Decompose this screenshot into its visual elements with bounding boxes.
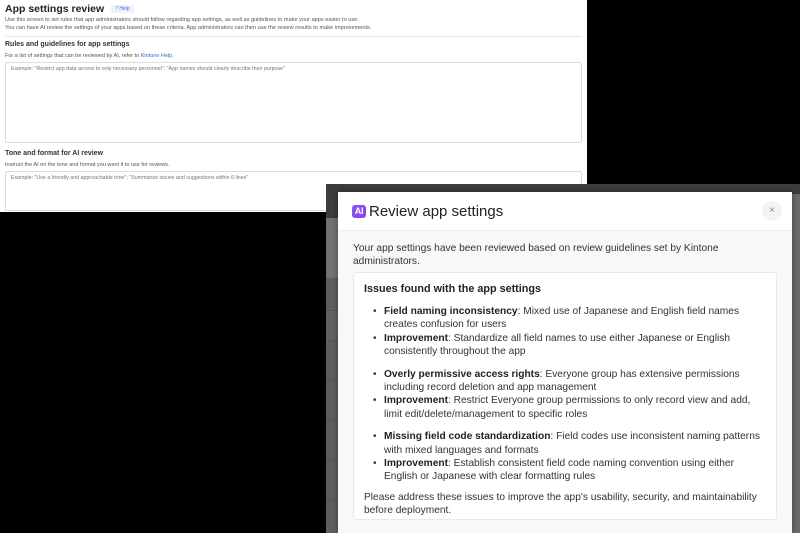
dimmed-sidebar-tab: [326, 310, 338, 340]
issue-item: [364, 305, 766, 332]
page-title: App settings review: [5, 3, 105, 15]
issue-item: [364, 430, 766, 457]
dimmed-sidebar: [326, 218, 338, 278]
dialog-title: Review app settings: [369, 202, 504, 220]
dimmed-right-edge: [792, 194, 800, 533]
kintone-help-link[interactable]: Kintone Help: [140, 53, 173, 59]
improvement-text: : Establish consistent field code naming convention using either English or Japanese with clear formatting rules: [384, 458, 734, 483]
review-app-settings-dialog: [338, 192, 792, 533]
dialog-body: [338, 231, 792, 520]
description-line-2: You can have AI review the settings of your apps based on these criteria. App administrators can then use the review results to make improvements.: [5, 25, 372, 31]
closing-text: Please address these issues to improve the app's usability, security, and maintainability before deployment.: [364, 491, 757, 517]
issue-text: : Field codes use inconsistent naming patterns with mixed languages and formats: [384, 431, 760, 456]
review-result-box: [353, 272, 777, 520]
issue-text: : Mixed use of Japanese and English field names creates confusion for users: [384, 306, 740, 331]
app-settings-review-page: [0, 0, 587, 212]
issue-label: Field naming inconsistency: [384, 306, 518, 317]
page-title-row: [5, 3, 134, 15]
tone-subtext: Instruct the AI on the tone and format you want it to use for reviews.: [5, 162, 170, 168]
tone-heading: Tone and format for AI review: [5, 150, 104, 157]
rules-subtext-prefix: For a list of settings that can be reviewed by AI, refer to: [5, 53, 141, 59]
ai-badge-icon: AI: [352, 205, 366, 218]
rules-subtext-suffix: .: [172, 53, 174, 59]
improvement-text: : Standardize all field names to use either Japanese or English consistently throughout the app: [384, 332, 731, 358]
divider: [5, 36, 582, 37]
issue-label: Overly permissive access rights: [384, 368, 540, 380]
close-button[interactable]: ×: [762, 201, 782, 221]
rules-heading: Rules and guidelines for app settings: [5, 41, 130, 48]
dialog-header: [338, 192, 792, 231]
issue-text: : Everyone group has extensive permissions including record deletion and app management: [384, 368, 740, 394]
rules-textarea[interactable]: [5, 62, 582, 143]
help-link[interactable]: ? Help: [111, 5, 133, 13]
issue-group: [364, 305, 766, 359]
rules-subtext: [5, 53, 174, 59]
issue-item: [364, 368, 766, 395]
result-title: Issues found with the app settings: [364, 283, 541, 295]
improvement-text: : Restrict Everyone group permissions to only record view and add, limit edit/delete/management to specific roles: [384, 395, 751, 420]
improvement-label: Improvement: [384, 458, 448, 470]
issue-label: Missing field code standardization: [384, 431, 551, 443]
improvement-item: [364, 332, 766, 359]
description-line-1: Use this screen to set rules that app administrators should follow regarding app settings, as well as guidelines to make your apps easier to use.: [5, 17, 359, 23]
improvement-item: [364, 457, 766, 484]
issue-group: [364, 430, 766, 484]
improvement-label: Improvement: [384, 332, 448, 344]
improvement-label: Improvement: [384, 395, 448, 407]
improvement-item: [364, 394, 766, 421]
issue-group: [364, 368, 766, 422]
page-description: [5, 16, 585, 32]
review-intro-text: Your app settings have been reviewed based on review guidelines set by Kintone administrators.: [353, 243, 719, 267]
